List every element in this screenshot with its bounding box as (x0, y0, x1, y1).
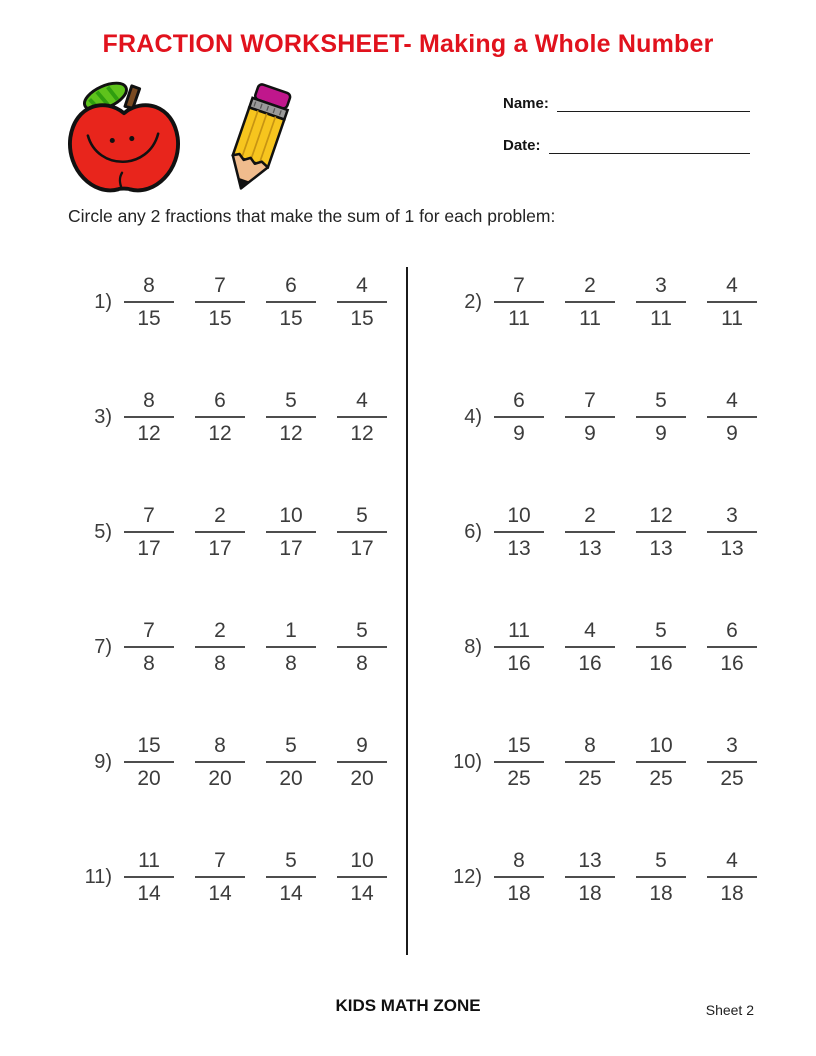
denominator: 15 (279, 307, 303, 330)
fraction[interactable] (195, 504, 245, 561)
problem-number: 2) (464, 291, 482, 313)
numerator: 6 (494, 389, 544, 418)
fraction[interactable] (565, 389, 615, 446)
fraction[interactable] (124, 734, 174, 791)
numerator: 10 (494, 504, 544, 533)
numerator: 5 (636, 619, 686, 648)
denominator: 13 (649, 537, 673, 560)
fraction[interactable] (494, 389, 544, 446)
denominator: 11 (508, 307, 530, 330)
numerator: 7 (195, 274, 245, 303)
numerator: 1 (266, 619, 316, 648)
denominator: 9 (726, 422, 738, 445)
clipart-images (60, 80, 312, 202)
problem-number: 6) (464, 521, 482, 543)
problem-number: 8) (464, 636, 482, 658)
fraction[interactable] (195, 619, 245, 676)
fraction[interactable] (337, 849, 387, 906)
fraction[interactable] (195, 849, 245, 906)
instruction-text: Circle any 2 fractions that make the sum of 1 for each problem: (68, 206, 556, 226)
fraction[interactable] (124, 274, 174, 331)
denominator: 12 (137, 422, 161, 445)
numerator: 4 (565, 619, 615, 648)
sheet-label: Sheet 2 (705, 1002, 754, 1018)
fraction[interactable] (266, 504, 316, 561)
fraction[interactable] (266, 619, 316, 676)
denominator: 14 (208, 882, 232, 905)
fraction[interactable] (124, 619, 174, 676)
denominator: 8 (214, 652, 226, 675)
problem (408, 590, 778, 705)
numerator: 4 (337, 274, 387, 303)
problem (60, 245, 408, 360)
denominator: 15 (137, 307, 161, 330)
fraction[interactable] (494, 734, 544, 791)
fraction[interactable] (565, 734, 615, 791)
worksheet-title: FRACTION WORKSHEET- Making a Whole Number (102, 30, 714, 58)
numerator: 11 (494, 619, 544, 648)
denominator: 9 (513, 422, 525, 445)
fraction[interactable] (636, 504, 686, 561)
fraction[interactable] (494, 274, 544, 331)
numerator: 8 (494, 849, 544, 878)
column-divider-line (406, 267, 408, 955)
denominator: 25 (649, 767, 673, 790)
problem (60, 475, 408, 590)
fraction[interactable] (707, 504, 757, 561)
denominator: 18 (649, 882, 673, 905)
numerator: 7 (124, 504, 174, 533)
denominator: 15 (350, 307, 374, 330)
problem-number: 11) (84, 866, 112, 888)
fraction[interactable] (636, 389, 686, 446)
fraction[interactable] (266, 734, 316, 791)
numerator: 4 (707, 274, 757, 303)
denominator: 20 (350, 767, 374, 790)
numerator: 4 (707, 849, 757, 878)
fraction[interactable] (494, 619, 544, 676)
problem-number: 10) (453, 751, 482, 773)
pencil-icon (204, 80, 312, 198)
fraction[interactable] (565, 619, 615, 676)
problem-number: 1) (94, 291, 112, 313)
denominator: 17 (279, 537, 303, 560)
problem (408, 475, 778, 590)
student-info (503, 88, 750, 172)
numerator: 4 (707, 389, 757, 418)
apple-icon (60, 80, 188, 202)
numerator: 4 (337, 389, 387, 418)
denominator: 16 (649, 652, 673, 675)
fraction[interactable] (707, 274, 757, 331)
denominator: 17 (208, 537, 232, 560)
numerator: 3 (707, 734, 757, 763)
fraction[interactable] (124, 504, 174, 561)
denominator: 11 (579, 307, 601, 330)
numerator: 7 (565, 389, 615, 418)
numerator: 8 (565, 734, 615, 763)
numerator: 5 (337, 504, 387, 533)
footer (0, 996, 816, 1036)
problem-number: 7) (94, 636, 112, 658)
denominator: 12 (350, 422, 374, 445)
fraction[interactable] (494, 849, 544, 906)
denominator: 9 (584, 422, 596, 445)
fraction[interactable] (494, 504, 544, 561)
fraction[interactable] (565, 849, 615, 906)
numerator: 15 (124, 734, 174, 763)
denominator: 11 (721, 307, 743, 330)
numerator: 8 (124, 274, 174, 303)
problem (60, 820, 408, 935)
problem-number: 3) (94, 406, 112, 428)
denominator: 18 (720, 882, 744, 905)
numerator: 10 (636, 734, 686, 763)
denominator: 12 (208, 422, 232, 445)
fraction[interactable] (337, 274, 387, 331)
numerator: 2 (565, 504, 615, 533)
fraction[interactable] (266, 849, 316, 906)
numerator: 5 (337, 619, 387, 648)
numerator: 5 (636, 849, 686, 878)
numerator: 6 (266, 274, 316, 303)
fraction[interactable] (636, 274, 686, 331)
problem (408, 360, 778, 475)
fraction[interactable] (707, 734, 757, 791)
denominator: 25 (720, 767, 744, 790)
numerator: 2 (195, 619, 245, 648)
denominator: 16 (507, 652, 531, 675)
fraction[interactable] (337, 619, 387, 676)
problem-number: 12) (453, 866, 482, 888)
denominator: 18 (507, 882, 531, 905)
denominator: 12 (279, 422, 303, 445)
denominator: 13 (578, 537, 602, 560)
problem-number: 9) (94, 751, 112, 773)
numerator: 11 (124, 849, 174, 878)
denominator: 16 (720, 652, 744, 675)
fraction[interactable] (337, 734, 387, 791)
fraction[interactable] (636, 849, 686, 906)
numerator: 3 (707, 504, 757, 533)
problems-grid (60, 245, 756, 957)
denominator: 13 (507, 537, 531, 560)
denominator: 8 (285, 652, 297, 675)
numerator: 8 (195, 734, 245, 763)
numerator: 15 (494, 734, 544, 763)
denominator: 15 (208, 307, 232, 330)
fraction[interactable] (565, 274, 615, 331)
numerator: 13 (565, 849, 615, 878)
numerator: 5 (266, 849, 316, 878)
numerator: 5 (266, 734, 316, 763)
fraction[interactable] (337, 504, 387, 561)
problem (408, 245, 778, 360)
numerator: 10 (266, 504, 316, 533)
footer-brand: KIDS MATH ZONE (335, 996, 481, 1015)
denominator: 11 (650, 307, 672, 330)
fraction[interactable] (195, 734, 245, 791)
name-field-row (503, 88, 750, 112)
denominator: 20 (208, 767, 232, 790)
numerator: 3 (636, 274, 686, 303)
numerator: 2 (195, 504, 245, 533)
denominator: 20 (137, 767, 161, 790)
denominator: 13 (720, 537, 744, 560)
numerator: 6 (707, 619, 757, 648)
date-field-row (503, 130, 750, 154)
fraction[interactable] (195, 274, 245, 331)
fraction[interactable] (266, 274, 316, 331)
denominator: 17 (137, 537, 161, 560)
numerator: 5 (636, 389, 686, 418)
denominator: 20 (279, 767, 303, 790)
numerator: 9 (337, 734, 387, 763)
denominator: 8 (356, 652, 368, 675)
denominator: 25 (507, 767, 531, 790)
fraction[interactable] (124, 389, 174, 446)
numerator: 7 (494, 274, 544, 303)
fraction[interactable] (636, 619, 686, 676)
denominator: 9 (655, 422, 667, 445)
date-label: Date: (503, 137, 541, 154)
fraction[interactable] (337, 389, 387, 446)
numerator: 7 (195, 849, 245, 878)
denominator: 14 (137, 882, 161, 905)
denominator: 17 (350, 537, 374, 560)
fraction[interactable] (195, 389, 245, 446)
numerator: 8 (124, 389, 174, 418)
numerator: 2 (565, 274, 615, 303)
name-label: Name: (503, 95, 549, 112)
problem-number: 4) (464, 406, 482, 428)
numerator: 5 (266, 389, 316, 418)
problem (408, 705, 778, 820)
numerator: 12 (636, 504, 686, 533)
fraction[interactable] (565, 504, 615, 561)
fraction[interactable] (707, 619, 757, 676)
problem (408, 820, 778, 935)
problem (60, 360, 408, 475)
fraction[interactable] (707, 849, 757, 906)
date-input-line[interactable] (549, 135, 750, 154)
denominator: 14 (350, 882, 374, 905)
problem (60, 590, 408, 705)
denominator: 18 (578, 882, 602, 905)
fraction[interactable] (707, 389, 757, 446)
fraction[interactable] (266, 389, 316, 446)
name-input-line[interactable] (557, 93, 750, 112)
numerator: 10 (337, 849, 387, 878)
denominator: 16 (578, 652, 602, 675)
denominator: 25 (578, 767, 602, 790)
denominator: 8 (143, 652, 155, 675)
fraction[interactable] (636, 734, 686, 791)
problem-number: 5) (94, 521, 112, 543)
numerator: 6 (195, 389, 245, 418)
problem (60, 705, 408, 820)
numerator: 7 (124, 619, 174, 648)
denominator: 14 (279, 882, 303, 905)
fraction[interactable] (124, 849, 174, 906)
